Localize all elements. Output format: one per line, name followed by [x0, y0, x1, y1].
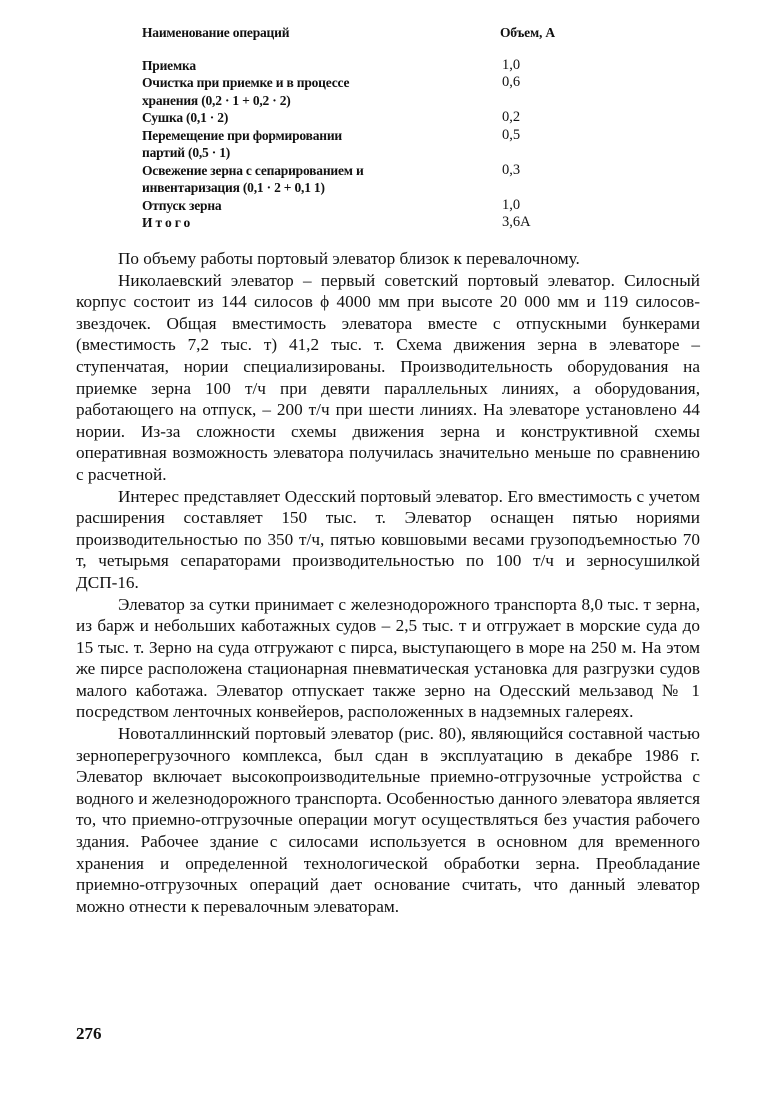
- operation-name: [142, 57, 482, 75]
- operation-volume: 0,5: [502, 126, 521, 143]
- table-row: [142, 162, 582, 197]
- paragraph: Интерес представляет Одесский портовый элеватор. Его вместимость с учетом расширения составляет 150 тыс. т. Элеватор оснащен пятью нориями производительностью по 350 т/ч, пятью ковшовыми весами грузоподъемностью 70 т, четырьмя сепараторами производительностью по 100 т/ч и зерносушилкой ДСП-16.: [76, 486, 700, 592]
- total-label: Итого: [142, 215, 194, 230]
- operation-volume: 0,2: [502, 109, 521, 125]
- table-total-row: [142, 214, 582, 232]
- operation-name: [142, 127, 482, 162]
- operation-name-line: Приемка: [142, 57, 196, 73]
- paragraph: По объему работы портовый элеватор близок к перевалочному.: [118, 249, 580, 268]
- operation-name-line: Очистка при приемке и в процессе: [142, 75, 350, 90]
- operations-table: [142, 24, 582, 232]
- table-row: [142, 74, 582, 109]
- operation-volume: 0,3: [502, 161, 521, 178]
- operation-name: [142, 74, 482, 109]
- operation-name-line: Сушка (0,1 · 2): [142, 110, 229, 125]
- paragraph: Элеватор за сутки принимает с железнодорожного транспорта 8,0 тыс. т зерна, из барж и небольших каботажных судов – 2,5 тыс. т и отгружает в морские суда до 15 тыс. т. Зерно на суда отгружают с пирса, выступающего в море на 250 м. На этом же пирсе расположена стационарная пневматическая установка для разгрузки судов малого каботажа. Элеватор отпускает также зерно на Одесский мельзавод № 1 посредством ленточных конвейеров, расположенных в надземных галереях.: [76, 594, 700, 722]
- table-header: [142, 24, 582, 42]
- operation-name-line: хранения (0,2 · 1 + 0,2 · 2): [142, 92, 291, 108]
- header-volume: Объем, А: [500, 25, 555, 40]
- operation-name-line: инвентаризация (0,1 · 2 + 0,1 1): [142, 180, 325, 195]
- table-row: [142, 197, 582, 215]
- body-text: [76, 248, 700, 917]
- operation-name: [142, 109, 482, 127]
- operation-name-line: Перемещение при формировании: [142, 127, 342, 143]
- operation-volume: 0,6: [502, 74, 521, 90]
- paragraph: Николаевский элеватор – первый советский портовый элеватор. Силосный корпус состоит из 144 силосов ϕ 4000 мм при высоте 20 000 мм и 119 силосов-звездочек. Общая вместимость элеватора вместе с отпускными бункерами (вместимость 7,2 тыс. т) 41,2 тыс. т. Схема движения зерна в элеваторе – ступенчатая, нории специализированы. Производительность оборудования на приемке зерна 100 т/ч при девяти параллельных линиях, а оборудования, работающего на отпуск, – 200 т/ч при шести линиях. На элеваторе установлено 44 нории. Из-за сложности схемы движения зерна и конструктивной схемы оперативная возможность элеватора получилась значительно меньше по сравнению с расчетной.: [76, 270, 700, 484]
- operation-name-line: Освежение зерна с сепарированием и: [142, 162, 364, 178]
- operation-volume: 1,0: [502, 56, 521, 73]
- operation-name-line: партий (0,5 · 1): [142, 145, 231, 160]
- table-row: [142, 109, 582, 127]
- header-operation-name: Наименование операций: [142, 25, 290, 40]
- table-row: [142, 127, 582, 162]
- paragraph: Новоталлиннский портовый элеватор (рис. 80), являющийся составной частью зерноперегрузочного комплекса, был сдан в эксплуатацию в декабре 1986 г. Элеватор включает высокопроизводительные приемно-отгрузочные устройства с водного и железнодорожного транспорта. Особенностью данного элеватора является то, что приемно-отгрузочные операции могут осуществляться без участия рабочего здания. Рабочее здание с силосами используется в основном для временного хранения и определенной технологической обработки зерна. Преобладание приемно-отгрузочных операций дает основание считать, что данный элеватор можно отнести к перевалочным элеваторам.: [76, 724, 700, 916]
- operation-name: [142, 197, 482, 215]
- operation-volume: 1,0: [502, 196, 521, 213]
- total-value: 3,6А: [502, 214, 531, 230]
- operation-name-line: Отпуск зерна: [142, 197, 222, 213]
- operation-name: [142, 162, 482, 197]
- page-number: 276: [76, 1024, 102, 1043]
- table-row: [142, 57, 582, 75]
